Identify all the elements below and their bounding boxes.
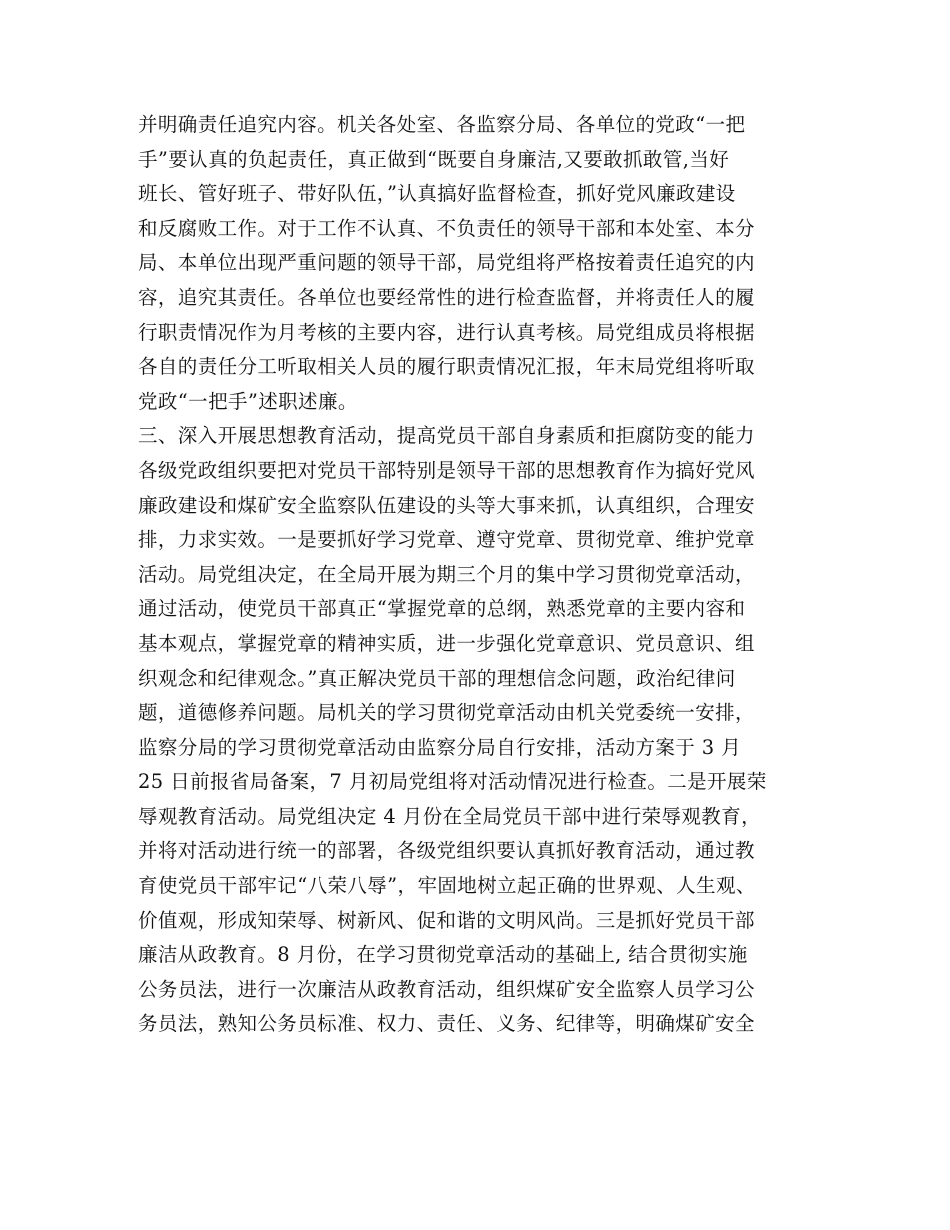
text-line: 行职责情况作为月考核的主要内容，进行认真考核。局党组成员将根据 xyxy=(138,320,755,344)
text-line: 并将对活动进行统一的部署，各级党组织要认真抓好教育活动，通过教 xyxy=(138,839,755,863)
text-line: 通过活动，使党员干部真正“掌握党章的总纲，熟悉党章的主要内容和 xyxy=(138,597,746,621)
text-line: 监察分局的学习贯彻党章活动由监察分局自行安排，活动方案于 3 月 xyxy=(138,735,742,759)
text-line: 局、本单位出现严重问题的领导干部，局党组将严格按着责任追究的内 xyxy=(138,251,755,275)
text-line: 题，道德修养问题。局机关的学习贯彻党章活动由机关党委统一安排， xyxy=(138,701,755,725)
document-body xyxy=(138,108,858,1042)
text-line: 廉洁从政教育。8 月份，在学习贯彻党章活动的基础上, 结合贯彻实施 xyxy=(138,943,748,967)
text-line: 各级党政组织要把对党员干部特别是领导干部的思想教育作为搞好党风 xyxy=(138,458,755,482)
text-line: 公务员法，进行一次廉洁从政教育活动，组织煤矿安全监察人员学习公 xyxy=(138,977,755,1001)
text-line: 辱观教育活动。局党组决定 4 月份在全局党员干部中进行荣辱观教育， xyxy=(138,804,762,828)
text-line: 育使党员干部牢记“八荣八辱”，牢固地树立起正确的世界观、人生观、 xyxy=(138,874,756,898)
text-line: 和反腐败工作。对于工作不认真、不负责任的领导干部和本处室、本分 xyxy=(138,216,755,240)
text-line: 并明确责任追究内容。机关各处室、各监察分局、各单位的党政“一把 xyxy=(138,113,746,136)
text-line: 手”要认真的负起责任，真正做到“既要自身廉洁,又要敢抓敢管,当好 xyxy=(138,147,730,171)
text-line: 各自的责任分工听取相关人员的履行职责情况汇报，年末局党组将听取 xyxy=(138,355,755,379)
text-line: 25 日前报省局备案，7 月初局党组将对活动情况进行检查。二是开展荣 xyxy=(138,770,767,794)
text-line: 务员法，熟知公务员标准、权力、责任、义务、纪律等，明确煤矿安全 xyxy=(138,1012,755,1036)
text-line: 廉政建设和煤矿安全监察队伍建设的头等大事来抓，认真组织，合理安 xyxy=(138,493,755,517)
text-line: 价值观，形成知荣辱、树新风、促和谐的文明风尚。三是抓好党员干部 xyxy=(138,908,755,932)
text-line: 党政“一把手”述职述廉。 xyxy=(138,389,358,413)
text-line: 活动。局党组决定，在全局开展为期三个月的集中学习贯彻党章活动， xyxy=(138,562,755,586)
text-line: 基本观点，掌握党章的精神实质，进一步强化党章意识、党员意识、组 xyxy=(138,631,755,655)
text-line: 班长、管好班子、带好队伍，”认真搞好监督检查，抓好党风廉政建设 xyxy=(138,182,736,206)
text-line: 容，追究其责任。各单位也要经常性的进行检查监督，并将责任人的履 xyxy=(138,285,755,309)
section-heading: 三、深入开展思想教育活动，提高党员干部自身素质和拒腐防变的能力 xyxy=(138,424,755,448)
text-line: 织观念和纪律观念。”真正解决党员干部的理想信念问题，政治纪律问 xyxy=(138,666,736,690)
text-line: 排，力求实效。一是要抓好学习党章、遵守党章、贯彻党章、维护党章 xyxy=(138,528,755,552)
